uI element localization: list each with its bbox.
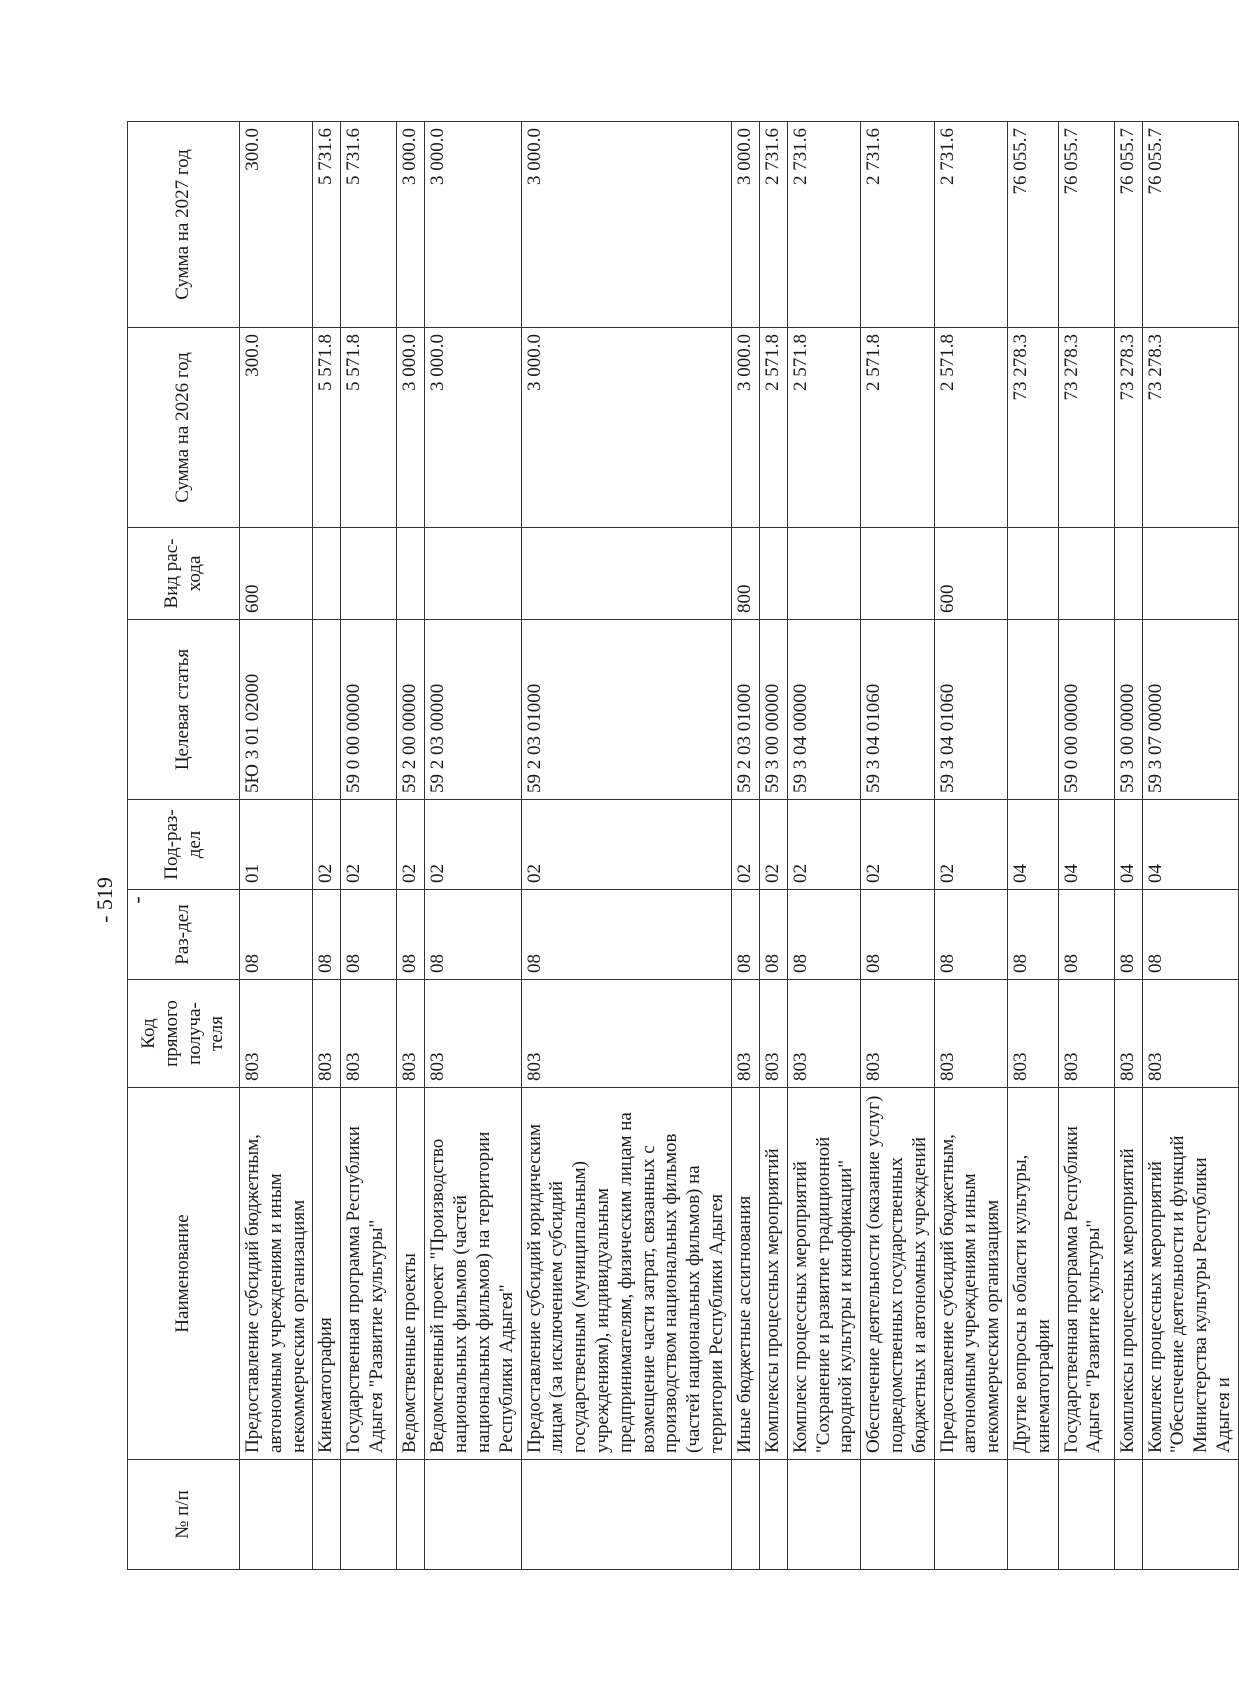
cell-section: 08: [397, 890, 425, 980]
col-header-expense-type: Вид рас-хода: [128, 528, 240, 620]
cell-target-article: 59 3 00 00000: [759, 620, 787, 800]
cell-expense-type: [1058, 528, 1114, 620]
cell-target-article: 59 3 00 00000: [1114, 620, 1142, 800]
cell-sum-2027: 76 055.7: [1007, 122, 1058, 328]
cell-sum-2027: 2 731.6: [934, 122, 1007, 328]
table-body: [240, 122, 1239, 1570]
col-header-name: Наименование: [128, 1088, 240, 1460]
cell-sum-2026: 2 571.8: [787, 328, 860, 528]
cell-subsection: 02: [425, 800, 521, 890]
cell-section: 08: [759, 890, 787, 980]
cell-sum-2026: 3 000.0: [425, 328, 521, 528]
cell-recipient-code: 803: [397, 980, 425, 1088]
cell-name: Другие вопросы в области культуры, кинематографии: [1007, 1088, 1058, 1460]
cell-subsection: 04: [1114, 800, 1142, 890]
cell-expense-type: [313, 528, 341, 620]
cell-sum-2026: 73 278.3: [1114, 328, 1142, 528]
table-row: [934, 122, 1007, 1570]
cell-section: 08: [1007, 890, 1058, 980]
col-header-recipient-code: Код прямого получа-теля: [128, 980, 240, 1088]
cell-target-article: [1007, 620, 1058, 800]
cell-expense-type: [397, 528, 425, 620]
cell-number: [313, 1460, 341, 1570]
cell-name: Предоставление субсидий юридическим лицам (за исключением субсидий государственным (муниципальным) учреждениям), индивидуальным предпринимателям, физическим лицам на возмещение части затрат, связанных с производством национальных фильмов (частей национальных фильмов) на территории Республики Адыгея: [521, 1088, 731, 1460]
cell-target-article: 59 2 00 00000: [397, 620, 425, 800]
cell-section: 08: [731, 890, 759, 980]
cell-number: [425, 1460, 521, 1570]
table-row: [759, 122, 787, 1570]
cell-recipient-code: 803: [787, 980, 860, 1088]
cell-recipient-code: 803: [861, 980, 934, 1088]
cell-sum-2027: 2 731.6: [861, 122, 934, 328]
cell-number: [521, 1460, 731, 1570]
cell-number: [787, 1460, 860, 1570]
cell-sum-2026: 5 571.8: [341, 328, 397, 528]
cell-sum-2026: 300.0: [240, 328, 313, 528]
cell-recipient-code: 803: [313, 980, 341, 1088]
cell-expense-type: [425, 528, 521, 620]
cell-expense-type: [787, 528, 860, 620]
cell-recipient-code: 803: [1114, 980, 1142, 1088]
cell-subsection: 02: [934, 800, 1007, 890]
col-header-section: Раз-дел: [128, 890, 240, 980]
cell-number: [759, 1460, 787, 1570]
cell-sum-2026: 73 278.3: [1058, 328, 1114, 528]
cell-sum-2026: 2 571.8: [934, 328, 1007, 528]
table-row: [1058, 122, 1114, 1570]
cell-recipient-code: 803: [1142, 980, 1238, 1088]
cell-expense-type: [341, 528, 397, 620]
cell-expense-type: 800: [731, 528, 759, 620]
cell-target-article: 59 3 07 00000: [1142, 620, 1238, 800]
budget-table-rotated: [127, 122, 1234, 1570]
cell-target-article: 59 3 04 00000: [787, 620, 860, 800]
cell-name: Иные бюджетные ассигнования: [731, 1088, 759, 1460]
cell-expense-type: [1142, 528, 1238, 620]
cell-name: Ведомственный проект "Производство национальных фильмов (частей национальных фильмов) на территории Республики Адыгея": [425, 1088, 521, 1460]
cell-number: [240, 1460, 313, 1570]
cell-section: 08: [425, 890, 521, 980]
cell-target-article: 5Ю 3 01 02000: [240, 620, 313, 800]
cell-name: Предоставление субсидий бюджетным, автономным учреждениям и иным некоммерческим организациям: [934, 1088, 1007, 1460]
cell-section: 08: [1142, 890, 1238, 980]
cell-section: 08: [934, 890, 1007, 980]
cell-section: 08: [521, 890, 731, 980]
cell-target-article: 59 3 04 01060: [934, 620, 1007, 800]
cell-sum-2027: 76 055.7: [1114, 122, 1142, 328]
table-row: [397, 122, 425, 1570]
cell-number: [861, 1460, 934, 1570]
cell-expense-type: [521, 528, 731, 620]
cell-section: 08: [1114, 890, 1142, 980]
cell-recipient-code: 803: [731, 980, 759, 1088]
cell-recipient-code: 803: [759, 980, 787, 1088]
cell-subsection: 02: [787, 800, 860, 890]
cell-sum-2026: 3 000.0: [731, 328, 759, 528]
cell-recipient-code: 803: [1007, 980, 1058, 1088]
cell-sum-2027: 3 000.0: [425, 122, 521, 328]
cell-target-article: 59 0 00 00000: [1058, 620, 1114, 800]
cell-subsection: 02: [731, 800, 759, 890]
cell-number: [1142, 1460, 1238, 1570]
cell-section: 08: [240, 890, 313, 980]
cell-sum-2026: 3 000.0: [521, 328, 731, 528]
cell-sum-2026: 2 571.8: [861, 328, 934, 528]
cell-name: Комплекс процессных мероприятий "Сохранение и развитие традиционной народной культуры и кинофикации": [787, 1088, 860, 1460]
cell-section: 08: [341, 890, 397, 980]
cell-subsection: 02: [341, 800, 397, 890]
cell-name: Комплексы процессных мероприятий: [759, 1088, 787, 1460]
cell-target-article: 59 2 03 01000: [731, 620, 759, 800]
page-number: - 519 -: [92, 877, 149, 923]
cell-number: [731, 1460, 759, 1570]
cell-sum-2027: 76 055.7: [1142, 122, 1238, 328]
cell-target-article: 59 2 03 01000: [521, 620, 731, 800]
cell-number: [934, 1460, 1007, 1570]
table-row: [313, 122, 341, 1570]
cell-expense-type: [861, 528, 934, 620]
cell-sum-2026: 73 278.3: [1142, 328, 1238, 528]
cell-sum-2026: 5 571.8: [313, 328, 341, 528]
table-row: [1142, 122, 1238, 1570]
cell-name: Кинематография: [313, 1088, 341, 1460]
budget-table: [127, 121, 1239, 1570]
cell-name: Государственная программа Республики Адыгея "Развитие культуры": [341, 1088, 397, 1460]
cell-target-article: 59 3 04 01060: [861, 620, 934, 800]
cell-expense-type: [1007, 528, 1058, 620]
col-header-number: № п/п: [128, 1460, 240, 1570]
cell-expense-type: 600: [240, 528, 313, 620]
col-header-target-article: Целевая статья: [128, 620, 240, 800]
cell-expense-type: [759, 528, 787, 620]
cell-subsection: 02: [521, 800, 731, 890]
cell-subsection: 02: [313, 800, 341, 890]
cell-sum-2027: 300.0: [240, 122, 313, 328]
table-row: [240, 122, 313, 1570]
cell-subsection: 02: [861, 800, 934, 890]
cell-subsection: 02: [397, 800, 425, 890]
cell-target-article: 59 2 03 00000: [425, 620, 521, 800]
table-row: [341, 122, 397, 1570]
cell-number: [1007, 1460, 1058, 1570]
cell-name: Государственная программа Республики Адыгея "Развитие культуры": [1058, 1088, 1114, 1460]
table-row: [521, 122, 731, 1570]
cell-sum-2027: 5 731.6: [341, 122, 397, 328]
table-row: [1007, 122, 1058, 1570]
cell-subsection: 04: [1058, 800, 1114, 890]
cell-sum-2027: 3 000.0: [397, 122, 425, 328]
cell-sum-2027: 76 055.7: [1058, 122, 1114, 328]
cell-subsection: 04: [1142, 800, 1238, 890]
col-header-sum-2027: Сумма на 2027 год: [128, 122, 240, 328]
cell-sum-2027: 3 000.0: [731, 122, 759, 328]
cell-section: 08: [313, 890, 341, 980]
cell-number: [341, 1460, 397, 1570]
cell-number: [1058, 1460, 1114, 1570]
cell-name: Комплекс процессных мероприятий "Обеспечение деятельности и функций Министерства культуры Республики Адыгея и: [1142, 1088, 1238, 1460]
cell-target-article: 59 0 00 00000: [341, 620, 397, 800]
cell-subsection: 04: [1007, 800, 1058, 890]
col-header-subsection: Под-раз-дел: [128, 800, 240, 890]
cell-expense-type: [1114, 528, 1142, 620]
cell-expense-type: 600: [934, 528, 1007, 620]
cell-name: Комплексы процессных мероприятий: [1114, 1088, 1142, 1460]
cell-sum-2027: 5 731.6: [313, 122, 341, 328]
table-header-row: [128, 122, 240, 1570]
table-row: [787, 122, 860, 1570]
cell-subsection: 02: [759, 800, 787, 890]
cell-sum-2026: 73 278.3: [1007, 328, 1058, 528]
cell-recipient-code: 803: [934, 980, 1007, 1088]
cell-target-article: [313, 620, 341, 800]
cell-sum-2026: 2 571.8: [759, 328, 787, 528]
cell-recipient-code: 803: [521, 980, 731, 1088]
cell-sum-2027: 2 731.6: [787, 122, 860, 328]
cell-sum-2027: 2 731.6: [759, 122, 787, 328]
cell-section: 08: [1058, 890, 1114, 980]
cell-section: 08: [861, 890, 934, 980]
cell-subsection: 01: [240, 800, 313, 890]
cell-name: Обеспечение деятельности (оказание услуг) подведомственных государственных бюджетных и автономных учреждений: [861, 1088, 934, 1460]
cell-sum-2026: 3 000.0: [397, 328, 425, 528]
cell-recipient-code: 803: [1058, 980, 1114, 1088]
table-row: [731, 122, 759, 1570]
cell-section: 08: [787, 890, 860, 980]
table-row: [861, 122, 934, 1570]
cell-name: Предоставление субсидий бюджетным, автономным учреждениям и иным некоммерческим организациям: [240, 1088, 313, 1460]
cell-recipient-code: 803: [341, 980, 397, 1088]
table-row: [1114, 122, 1142, 1570]
table-row: [425, 122, 521, 1570]
cell-number: [397, 1460, 425, 1570]
cell-recipient-code: 803: [425, 980, 521, 1088]
col-header-sum-2026: Сумма на 2026 год: [128, 328, 240, 528]
cell-sum-2027: 3 000.0: [521, 122, 731, 328]
cell-recipient-code: 803: [240, 980, 313, 1088]
cell-number: [1114, 1460, 1142, 1570]
cell-name: Ведомственные проекты: [397, 1088, 425, 1460]
